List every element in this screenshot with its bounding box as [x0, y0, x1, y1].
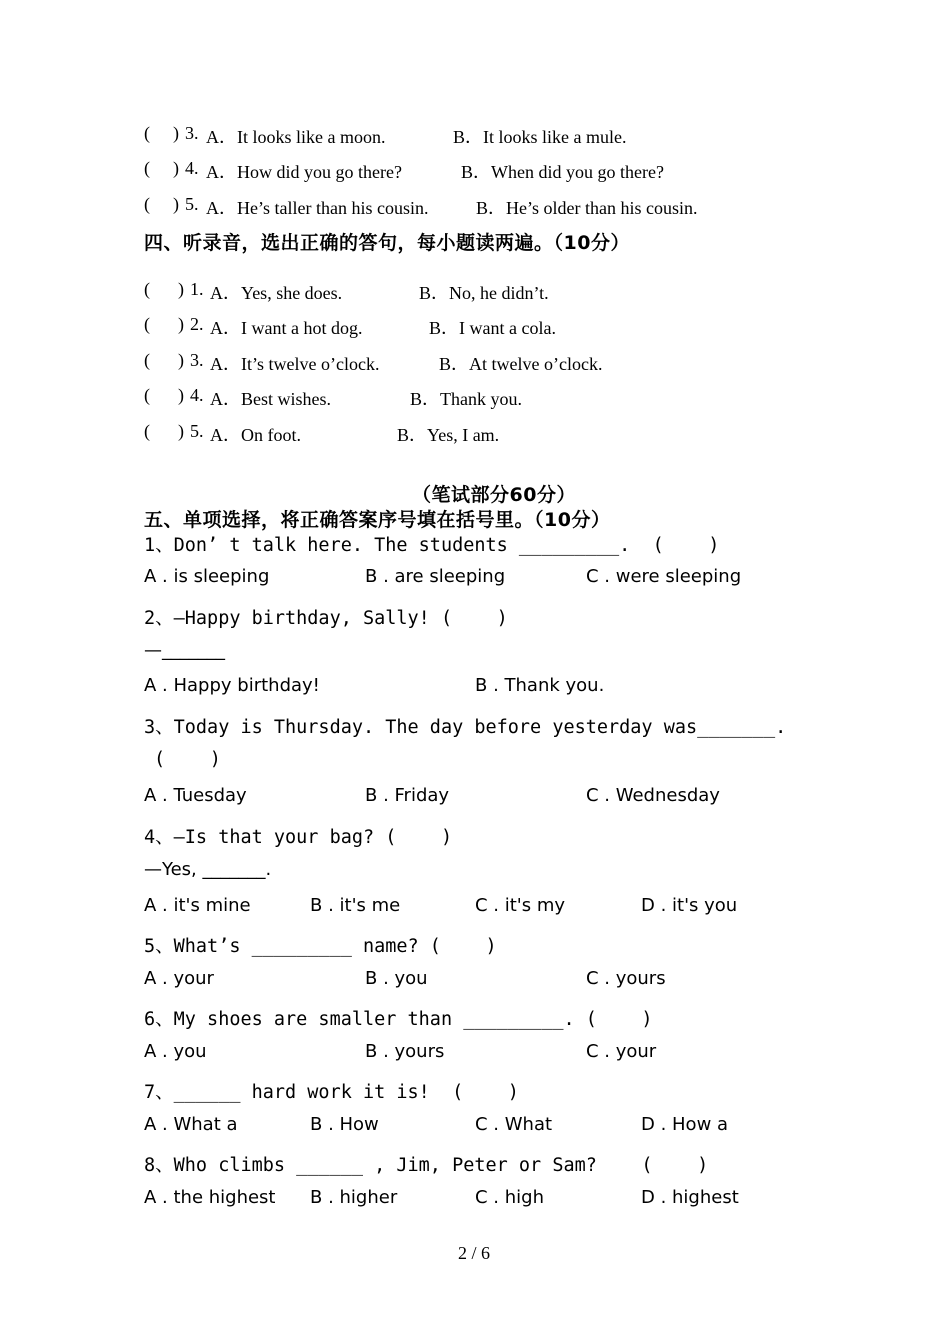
option-b: B．Thank you. [410, 389, 522, 409]
question-number: 4. [190, 385, 204, 405]
question-stem: 7、______ hard work it is! ( ) [144, 1082, 519, 1103]
option-a: A．How did you go there? [206, 162, 402, 182]
section5-title: 五、单项选择，将正确答案序号填在括号里。（10分） [144, 509, 611, 531]
question-stem: 6、My shoes are smaller than _________. ( ) [144, 1009, 653, 1030]
answer-paren-open[interactable]: ( [144, 421, 150, 441]
option-a[interactable]: A . Happy birthday! [144, 675, 320, 696]
option-b[interactable]: B . yours [365, 1041, 445, 1062]
option-c[interactable]: C . What [475, 1114, 553, 1135]
option-a[interactable]: A . your [144, 968, 214, 989]
option-a: A．It looks like a moon. [206, 127, 386, 147]
list-item [0, 418, 950, 448]
option-c[interactable]: C . it's my [475, 895, 566, 916]
list-item [0, 276, 950, 306]
question-number: 2. [190, 314, 204, 334]
option-a[interactable]: A . is sleeping [144, 566, 270, 587]
question-number: 1. [190, 279, 204, 299]
option-a: A．Yes, she does. [210, 283, 343, 303]
answer-paren-close: ) [178, 314, 184, 334]
list-item [0, 120, 950, 150]
answer-paren-close: ) [178, 350, 184, 370]
answer-paren-open[interactable]: ( [144, 123, 150, 143]
question-number: 3. [185, 123, 199, 143]
option-b[interactable]: B . How [310, 1114, 379, 1135]
answer-paren-open[interactable]: ( [144, 350, 150, 370]
answer-paren-open[interactable]: ( [144, 158, 150, 178]
question-stem: 1、Don’ t talk here. The students _________. ( ) [144, 535, 720, 556]
option-b: B．He’s older than his cousin. [476, 198, 698, 218]
answer-paren-open[interactable]: ( [144, 194, 150, 214]
option-c[interactable]: C . yours [586, 968, 666, 989]
option-a: A．It’s twelve o’clock. [210, 354, 380, 374]
answer-paren-close: ) [178, 279, 184, 299]
answer-paren-close: ) [178, 385, 184, 405]
option-d[interactable]: D . it's you [641, 895, 738, 916]
answer-paren-close: ) [178, 421, 184, 441]
list-item [0, 191, 950, 221]
question-number: 5. [190, 421, 204, 441]
answer-paren-open[interactable]: ( [144, 385, 150, 405]
option-a[interactable]: A . the highest [144, 1187, 276, 1208]
reply-blank: —_______ [144, 640, 225, 661]
question-stem: 8、Who climbs ______ , Jim, Peter or Sam? ( ) [144, 1155, 709, 1176]
answer-paren[interactable]: ( ) [154, 749, 221, 770]
question-stem: 5、What’s _________ name? ( ) [144, 936, 497, 957]
option-b: B．At twelve o’clock. [439, 354, 603, 374]
answer-paren-close: ) [173, 158, 179, 178]
option-b: B．Yes, I am. [397, 425, 500, 445]
option-a: A．On foot. [210, 425, 301, 445]
option-b[interactable]: B . are sleeping [365, 566, 506, 587]
option-a[interactable]: A . What a [144, 1114, 238, 1135]
option-b: B．When did you go there? [461, 162, 664, 182]
option-a[interactable]: A . you [144, 1041, 207, 1062]
page-number: 2 / 6 [458, 1243, 491, 1263]
option-c[interactable]: C . were sleeping [586, 566, 742, 587]
question-number: 3. [190, 350, 204, 370]
option-b[interactable]: B . Friday [365, 785, 450, 806]
list-item [0, 382, 950, 412]
option-b[interactable]: B . it's me [310, 895, 401, 916]
option-a: A．I want a hot dog. [210, 318, 363, 338]
option-a: A．Best wishes. [210, 389, 331, 409]
answer-paren-open[interactable]: ( [144, 314, 150, 334]
question-number: 4. [185, 158, 199, 178]
option-d[interactable]: D . highest [641, 1187, 739, 1208]
question-stem: 2、—Happy birthday, Sally! ( ) [144, 608, 508, 629]
option-b: B．No, he didn’t. [419, 283, 549, 303]
answer-paren-close: ) [173, 194, 179, 214]
section4-title: 四、听录音，选出正确的答句，每小题读两遍。（10分） [144, 232, 630, 254]
list-item [0, 155, 950, 185]
answer-paren-close: ) [173, 123, 179, 143]
reply-blank: —Yes, _______. [144, 859, 272, 880]
list-item [0, 347, 950, 377]
option-b: B．It looks like a mule. [453, 127, 627, 147]
option-b[interactable]: B . you [365, 968, 428, 989]
question-number: 5. [185, 194, 199, 214]
option-c[interactable]: C . your [586, 1041, 657, 1062]
option-d[interactable]: D . How a [641, 1114, 729, 1135]
option-b[interactable]: B . Thank you. [475, 675, 605, 696]
option-a[interactable]: A . it's mine [144, 895, 251, 916]
option-b[interactable]: B . higher [310, 1187, 398, 1208]
question-stem: 4、—Is that your bag? ( ) [144, 827, 453, 848]
option-a: A．He’s taller than his cousin. [206, 198, 429, 218]
option-a[interactable]: A . Tuesday [144, 785, 247, 806]
list-item [0, 311, 950, 341]
answer-paren-open[interactable]: ( [144, 279, 150, 299]
option-b: B．I want a cola. [429, 318, 556, 338]
written-part-heading: （笔试部分60分） [412, 484, 576, 506]
option-c[interactable]: C . high [475, 1187, 544, 1208]
option-c[interactable]: C . Wednesday [586, 785, 720, 806]
question-stem: 3、Today is Thursday. The day before yesterday was_______. [144, 717, 787, 738]
